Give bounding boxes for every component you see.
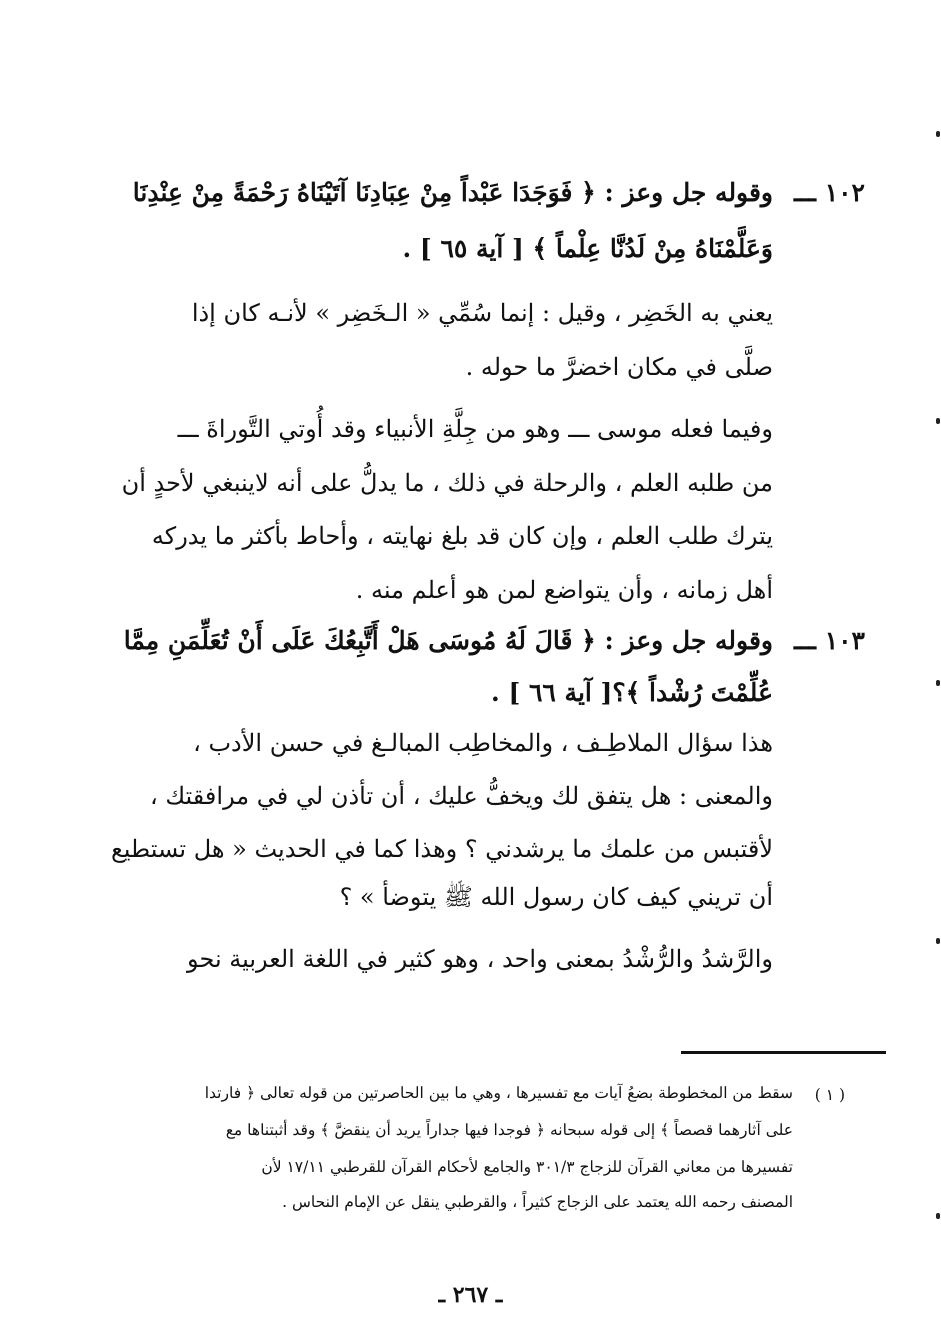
footnote-line: على آثارهما قصصاً ﴾ إلى قوله سبحانه ﴿ فوجدا فيها جداراً يريد أن ينقضَّ ﴾ وقد أثبتناها مع — [225, 1121, 793, 1139]
scan-mark — [936, 131, 940, 137]
verse-line: وَعَلَّمْنَاهُ مِنْ لَدُنَّا عِلْماً ﴾ [ آية ٦٥ ] . — [402, 234, 773, 263]
scan-mark — [936, 418, 940, 424]
footnote-rule — [681, 1051, 886, 1054]
paragraph-line: هذا سؤال الملاطِـف ، والمخاطِب المبالـغ في حسن الأدب ، — [193, 729, 773, 757]
footnote-line: المصنف رحمه الله يعتمد على الزجاج كثيراً ، والقرطبي ينقل عن الإمام النحاس . — [282, 1193, 793, 1211]
verse-line: وقوله جل وعز : ﴿ قَالَ لَهُ مُوسَى هَلْ أَتَّبِعُكَ عَلَى أَنْ تُعَلِّمَنِ مِمَّا — [123, 626, 773, 655]
page-number: ـ ٢٦٧ ـ — [438, 1282, 503, 1308]
footnote-line: تفسيرها من معاني القرآن للزجاج ٣٠١/٣ والجامع لأحكام القرآن للقرطبي ١٧/١١ لأن — [261, 1158, 793, 1176]
verse-line: وقوله جل وعز : ﴿ فَوَجَدَا عَبْداً مِنْ عِبَادِنَا آتَيْنَاهُ رَحْمَةً مِنْ عِنْدِنَا — [132, 178, 773, 207]
footnote-marker: ( ١ ) — [814, 1086, 845, 1104]
paragraph-line: والرَّشدُ والرُّشْدُ بمعنى واحد ، وهو كثير في اللغة العربية نحو — [187, 945, 773, 973]
paragraph-line: من طلبه العلم ، والرحلة في ذلك ، ما يدلُّ على أنه لاينبغي لأحدٍ أن — [121, 469, 773, 497]
paragraph-line: صلَّى في مكان اخضرَّ ما حوله . — [465, 353, 773, 381]
paragraph-line: أهل زمانه ، وأن يتواضع لمن هو أعلم منه . — [355, 576, 773, 604]
paragraph-line: أن تريني كيف كان رسول الله ﷺ يتوضأ » ؟ — [339, 883, 773, 911]
paragraph-line: لأقتبس من علمك ما يرشدني ؟ وهذا كما في الحديث « هل تستطيع — [111, 835, 773, 863]
footnote-line: سقط من المخطوطة بضعُ آيات مع تفسيرها ، وهي ما بين الحاصرتين من قوله تعالى ﴿ فارتدا — [204, 1084, 793, 1102]
verse-number: ١٠٣ ـــ — [794, 626, 865, 655]
scan-mark — [936, 680, 940, 686]
paragraph-line: والمعنى : هل يتفق لك ويخفُّ عليك ، أن تأذن لي في مرافقتك ، — [149, 782, 773, 810]
paragraph-line: وفيما فعله موسى ـــ وهو من جِلَّةِ الأنبياء وقد أُوتي التَّوراةَ ـــ — [177, 415, 773, 443]
scan-mark — [936, 938, 940, 944]
verse-line: عُلِّمْتَ رُشْداً ﴾؟[ آية ٦٦ ] . — [491, 678, 773, 707]
verse-number: ١٠٢ ـــ — [794, 178, 865, 207]
paragraph-line: يترك طلب العلم ، وإن كان قد بلغ نهايته ، وأحاط بأكثر ما يدركه — [151, 522, 773, 550]
scan-mark — [936, 1213, 940, 1219]
paragraph-line: يعني به الخَضِر ، وقيل : إنما سُمِّي « الـخَضِر » لأنـه كان إذا — [191, 299, 773, 327]
